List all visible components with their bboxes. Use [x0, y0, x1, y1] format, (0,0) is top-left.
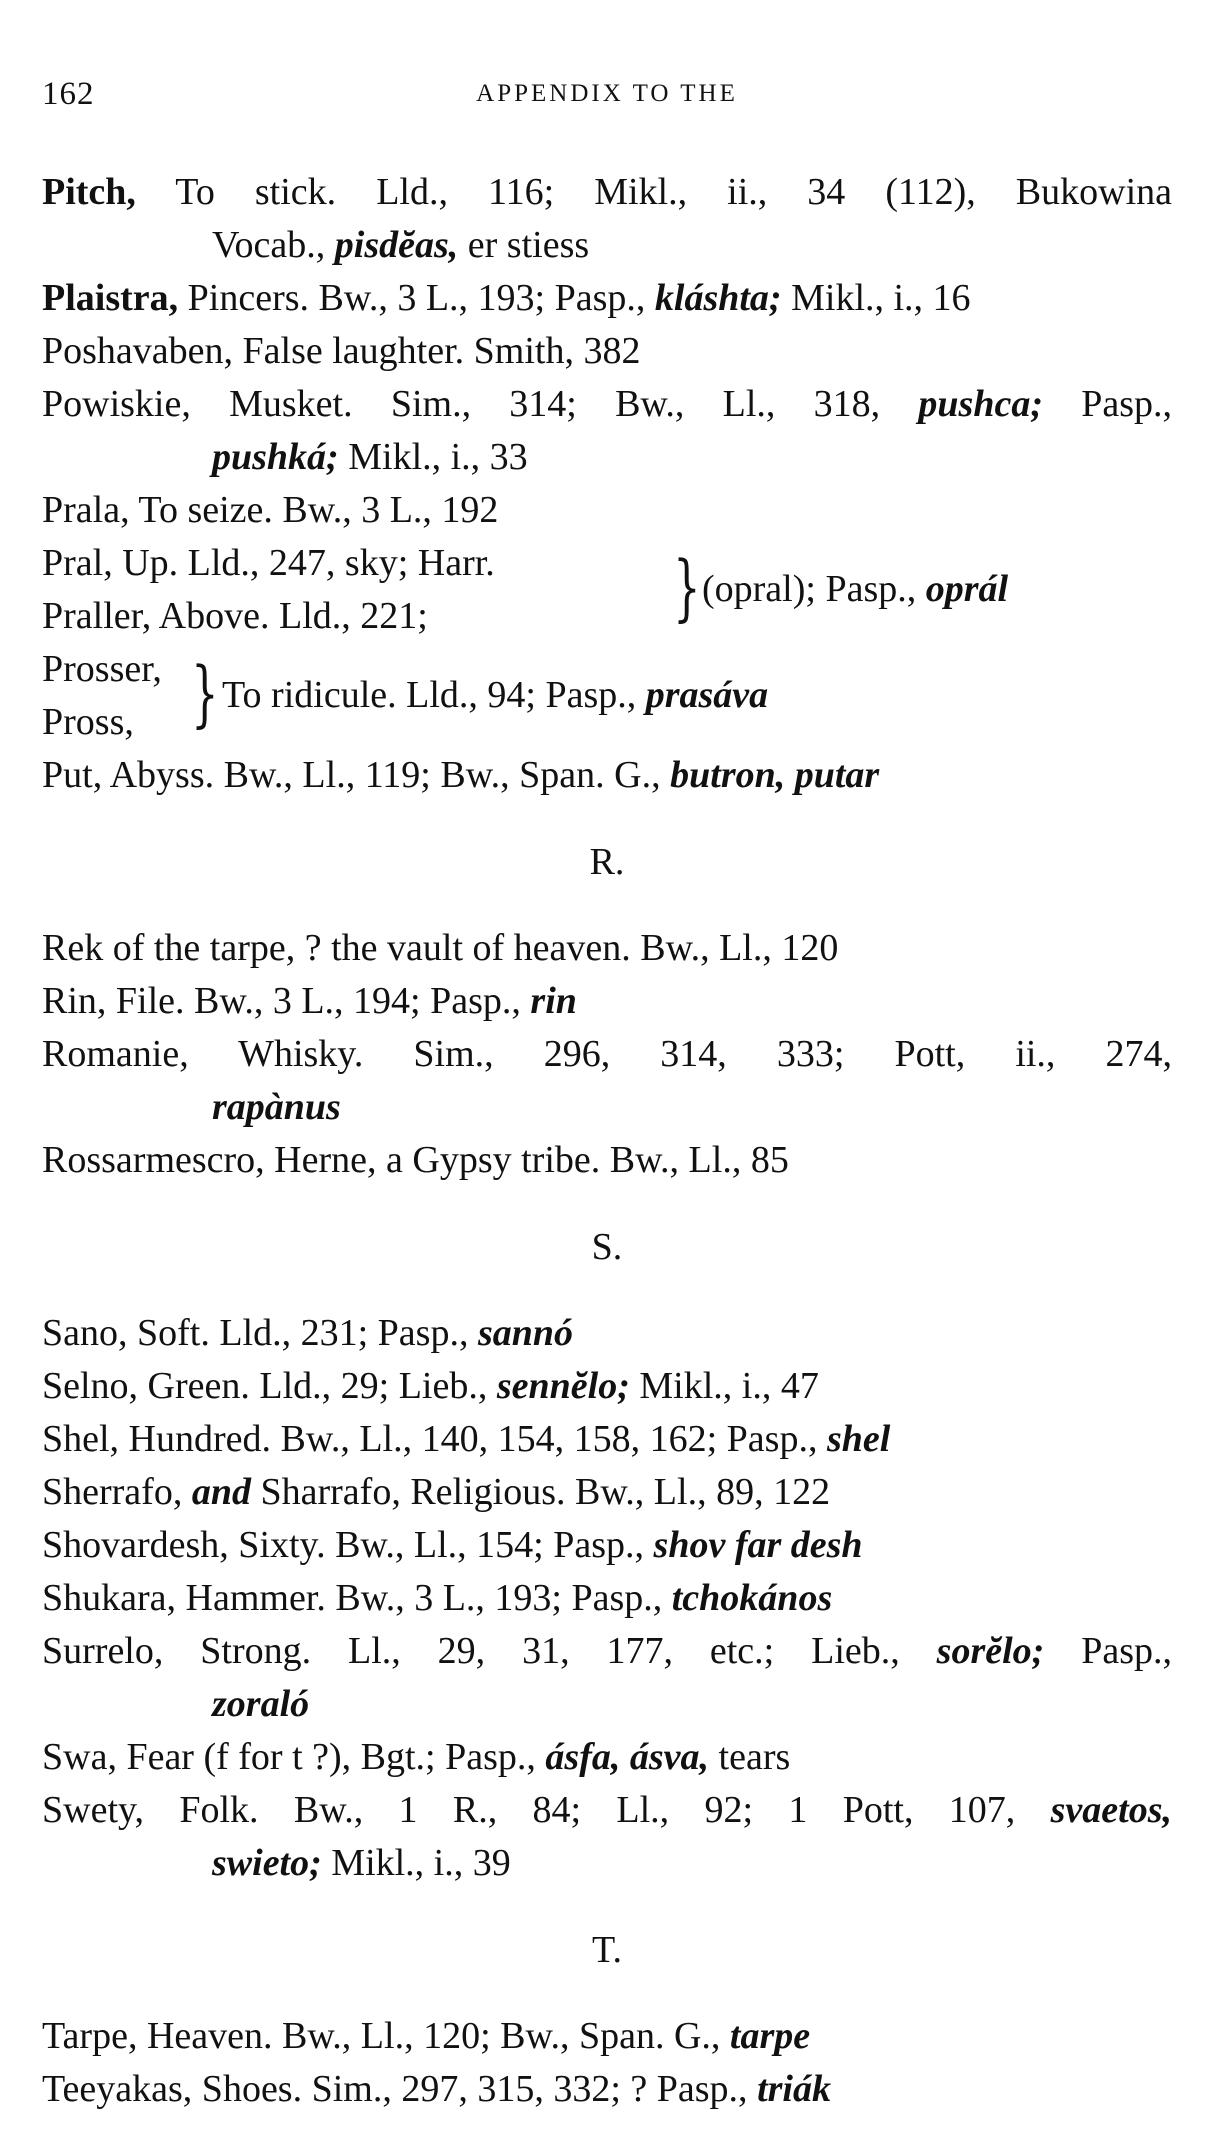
- entry-rin: Rin, File. Bw., 3 L., 194; Pasp., rin: [42, 980, 577, 1022]
- entry-romanie: Romanie, Whisky. Sim., 296, 314, 333; Pott, ii., 274,: [42, 1033, 1172, 1075]
- section-heading-s: S.: [591, 1226, 623, 1268]
- entry-put: Put, Abyss. Bw., Ll., 119; Bw., Span. G., butron, putar: [42, 754, 880, 796]
- entry-shukara: Shukara, Hammer. Bw., 3 L., 193; Pasp., tchokános: [42, 1577, 833, 1619]
- entry-swety: Swety, Folk. Bw., 1 R., 84; Ll., 92; 1 Pott, 107, svaetos,: [42, 1789, 1172, 1831]
- entry-prosser-def: To ridicule. Lld., 94; Pasp., prasáva: [222, 674, 769, 716]
- entry-rossarmescro: Rossarmescro, Herne, a Gypsy tribe. Bw., Ll., 85: [42, 1139, 789, 1181]
- entry-tarpe: Tarpe, Heaven. Bw., Ll., 120; Bw., Span. G., tarpe: [42, 2015, 811, 2057]
- entry-pitch: Pitch, To stick. Lld., 116; Mikl., ii., 34 (112), Bukowina: [42, 171, 1172, 213]
- entry-swa: Swa, Fear (f for t ?), Bgt.; Pasp., ásfa, ásva, tears: [42, 1736, 791, 1778]
- brace-symbol: }: [673, 545, 701, 629]
- entry-prala: Prala, To seize. Bw., 3 L., 192: [42, 489, 499, 531]
- section-heading-r: R.: [589, 841, 625, 883]
- entry-pross: Pross,: [42, 701, 134, 743]
- entry-praller: Praller, Above. Lld., 221;: [42, 595, 428, 637]
- entry-opral: (opral); Pasp., oprál: [702, 568, 1009, 610]
- entry-swety-cont: swieto; Mikl., i., 39: [212, 1842, 511, 1884]
- entry-shel: Shel, Hundred. Bw., Ll., 140, 154, 158, 162; Pasp., shel: [42, 1418, 891, 1460]
- page-number: 162: [42, 76, 95, 112]
- entry-shovardesh: Shovardesh, Sixty. Bw., Ll., 154; Pasp., shov far desh: [42, 1524, 863, 1566]
- running-title: APPENDIX TO THE: [476, 80, 738, 107]
- entry-powiskie-cont: pushká; Mikl., i., 33: [212, 436, 528, 478]
- entry-plaistra: Plaistra, Pincers. Bw., 3 L., 193; Pasp., kláshta; Mikl., i., 16: [42, 277, 971, 319]
- section-heading-t: T.: [592, 1929, 622, 1971]
- entry-sherrafo: Sherrafo, and Sharrafo, Religious. Bw., Ll., 89, 122: [42, 1471, 831, 1513]
- entry-romanie-cont: rapànus: [212, 1086, 341, 1128]
- entry-pitch-cont: Vocab., pisdĕas, er stiess: [212, 224, 590, 266]
- entry-teeyakas: Teeyakas, Shoes. Sim., 297, 315, 332; ? Pasp., triák: [42, 2068, 831, 2110]
- entry-pral-group: [42, 537, 1172, 643]
- entries: [42, 166, 1172, 2116]
- entry-surrelo: Surrelo, Strong. Ll., 29, 31, 177, etc.; Lieb., sorĕlo; Pasp.,: [42, 1630, 1172, 1672]
- brace-symbol: }: [191, 651, 219, 735]
- entry-prosser: Prosser,: [42, 648, 162, 690]
- entry-poshavaben: Poshavaben, False laughter. Smith, 382: [42, 330, 641, 372]
- entry-powiskie: Powiskie, Musket. Sim., 314; Bw., Ll., 318, pushca; Pasp.,: [42, 383, 1172, 425]
- entry-sano: Sano, Soft. Lld., 231; Pasp., sannó: [42, 1312, 574, 1354]
- page-header: [42, 76, 1172, 116]
- entry-rek: Rek of the tarpe, ? the vault of heaven. Bw., Ll., 120: [42, 927, 839, 969]
- entry-surrelo-cont: zoraló: [212, 1683, 310, 1725]
- entry-prosser-group: [42, 643, 1172, 749]
- entry-selno: Selno, Green. Lld., 29; Lieb., sennĕlo; Mikl., i., 47: [42, 1365, 819, 1407]
- entry-pral: Pral, Up. Lld., 247, sky; Harr.: [42, 542, 495, 584]
